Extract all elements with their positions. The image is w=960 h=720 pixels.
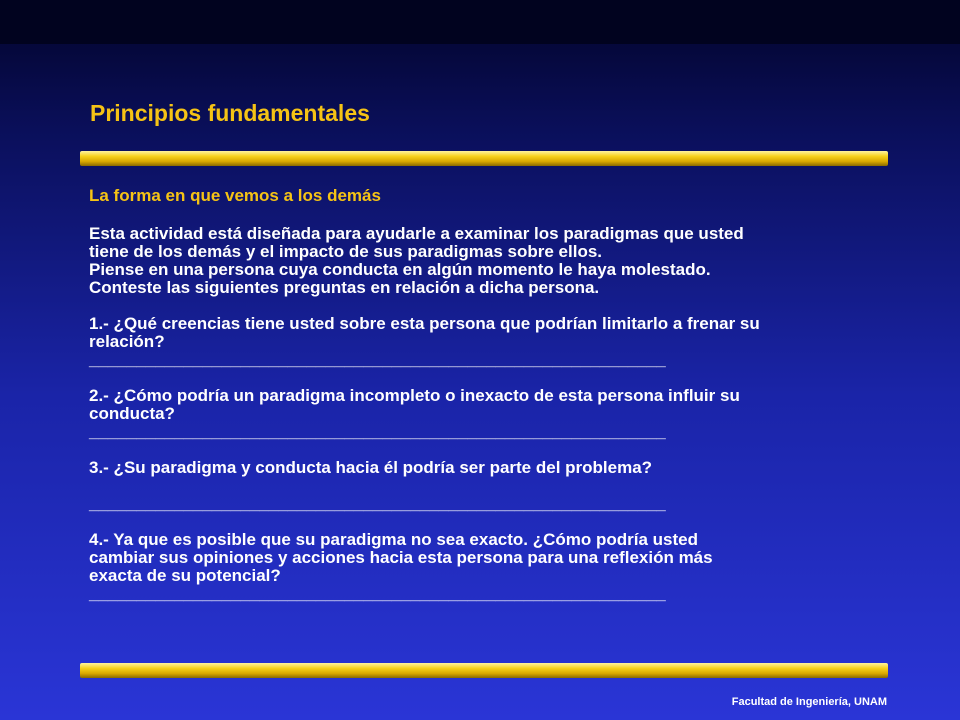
answer-line-4: _____________________________________________________________ xyxy=(89,584,666,603)
footer-institution: Facultad de Ingeniería, UNAM xyxy=(731,696,887,708)
bottom-gold-divider xyxy=(80,663,888,678)
question-3: 3.- ¿Su paradigma y conducta hacia él podría ser parte del problema? xyxy=(89,458,653,477)
answer-line-1: _____________________________________________________________ xyxy=(89,350,666,369)
question-4: 4.- Ya que es posible que su paradigma no sea exacto. ¿Cómo podría usted cambiar sus opiniones y acciones hacia esta persona para una reflexión más exacta de su potencial? xyxy=(89,530,713,585)
top-dark-band xyxy=(0,0,960,44)
question-2: 2.- ¿Cómo podría un paradigma incompleto o inexacto de esta persona influir su conducta? xyxy=(89,386,740,423)
answer-line-3: _____________________________________________________________ xyxy=(89,494,666,513)
intro-paragraph: Esta actividad está diseñada para ayudarle a examinar los paradigmas que usted tiene de los demás y el impacto de sus paradigmas sobre ellos. Piense en una persona cuya conducta en algún momento le haya molestado. Conteste las siguientes preguntas en relación a dicha persona. xyxy=(89,224,744,297)
answer-line-2: _____________________________________________________________ xyxy=(89,422,666,441)
slide-subtitle: La forma en que vemos a los demás xyxy=(89,186,381,205)
question-1: 1.- ¿Qué creencias tiene usted sobre esta persona que podrían limitarlo a frenar su relación? xyxy=(89,314,760,351)
top-gold-divider xyxy=(80,151,888,166)
slide-title: Principios fundamentales xyxy=(90,100,370,126)
slide-body xyxy=(89,187,889,603)
